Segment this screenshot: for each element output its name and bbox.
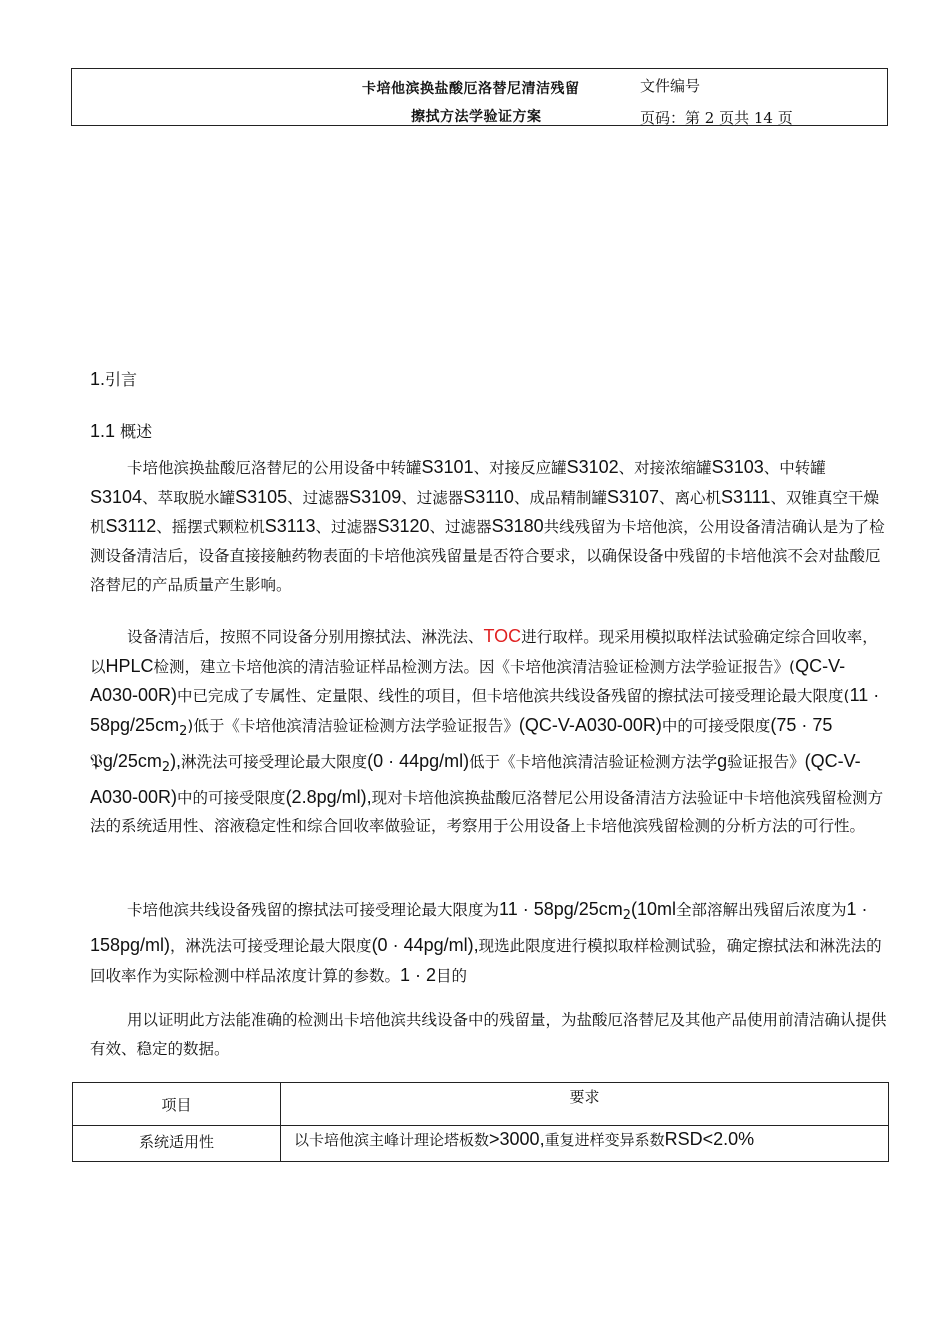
- paragraph-overview: 卡培他滨换盐酸厄洛替尼的公用设备中转罐S3101、对接反应罐S3102、对接浓缩罐S3103、中转罐S3104、萃取脱水罐S3105、过滤器S3109、过滤器S3110、成品精制罐S3107、离心机S3111、双锥真空干燥机S3112、摇摆式颗粒机S3113、过滤器S3120、过滤器S3180共线残留为卡培他滨，公用设备清洁确认是为了检测设备清洁后，设备直接接触药物表面的卡培他滨残留量是否符合要求，以确保设备中残留的卡培他滨不会对盐酸厄洛替尼的产品质量产生影响。: [90, 457, 885, 594]
- table-cell-item: 系统适用性: [138, 1133, 214, 1151]
- table-cell-requirement: 以卡培他滨主峰计理论塔板数>3000,重复进样变异系数RSD<2.0%: [294, 1129, 755, 1149]
- table-header-item: 项目: [161, 1096, 192, 1114]
- table-row: [73, 1126, 889, 1162]
- section-1-number: 1.: [90, 369, 106, 389]
- header-doc-number-label: 文件编号: [640, 77, 701, 95]
- requirements-table: [72, 1082, 889, 1162]
- section-1-1-number: 1.1: [90, 421, 116, 441]
- table-header-requirement: 要求: [569, 1088, 600, 1106]
- section-1-1-title: 概述: [120, 422, 153, 441]
- paragraph-method: 设备清洁后，按照不同设备分别用擦拭法、淋洗法、TOC进行取样。现采用模拟取样法试验确定综合回收率，以HPLC检测，建立卡培他滨的清洁验证样品检测方法。因《卡培他滨清洁验证检测方法学验证报告》(QC-V-A030-00R)中已完成了专属性、定量限、线性的项目，但卡培他滨共线设备残留的擦拭法可接受理论最大限度$(11 \cdot 58pg/25cm_2)$低于《卡培他滨清洁验证检测方法学验证报告》(QC-V-A030-00R)中的可接受限度(75 · 75 $𝔓g/25cm_2$),淋洗法可接受理论最大限度(0 · 44pg/ml)低于《卡培他滨清洁验证检测方法学g验证报告》(QC-V-A030-00R)中的可接受限度(2.8pg/ml),现对卡培他滨换盐酸厄洛替尼公用设备清洁方法验证中卡培他滨残留检测方法的系统适用性、溶液稳定性和综合回收率做验证，考察用于公用设备上卡培他滨残留检测的分析方法的可行性。: [90, 626, 884, 836]
- toc-highlight: TOC: [483, 626, 522, 646]
- section-1-heading: [90, 367, 137, 390]
- document-header: [71, 68, 888, 126]
- paragraph-purpose: 用以证明此方法能准确的检测出卡培他滨共线设备中的残留量，为盐酸厄洛替尼及其他产品使用前清洁确认提供有效、稳定的数据。: [90, 1011, 887, 1058]
- section-1-1-heading: [90, 419, 152, 442]
- header-title-line1: 卡培他滨换盐酸厄洛替尼清洁残留: [362, 81, 580, 97]
- header-page-info: 页码：第 2 页共 14 页: [640, 109, 793, 126]
- table-header-row: [73, 1083, 889, 1126]
- paragraph-limits: 卡培他滨共线设备残留的擦拭法可接受理论最大限度为$11 \cdot 58pg/25cm_2(10ml$全部溶解出残留后浓度为1 · 158pg/ml)，淋洗法可接受理论最大限度(0 · 44pg/ml),现选此限度进行模拟取样检测试验，确定擦拭法和淋洗法的回收率作为实际检测中样品浓度计算的参数。1 · 2目的: [90, 899, 882, 985]
- header-title-line2: 擦拭方法学验证方案: [411, 109, 542, 125]
- section-1-title: 引言: [105, 370, 138, 389]
